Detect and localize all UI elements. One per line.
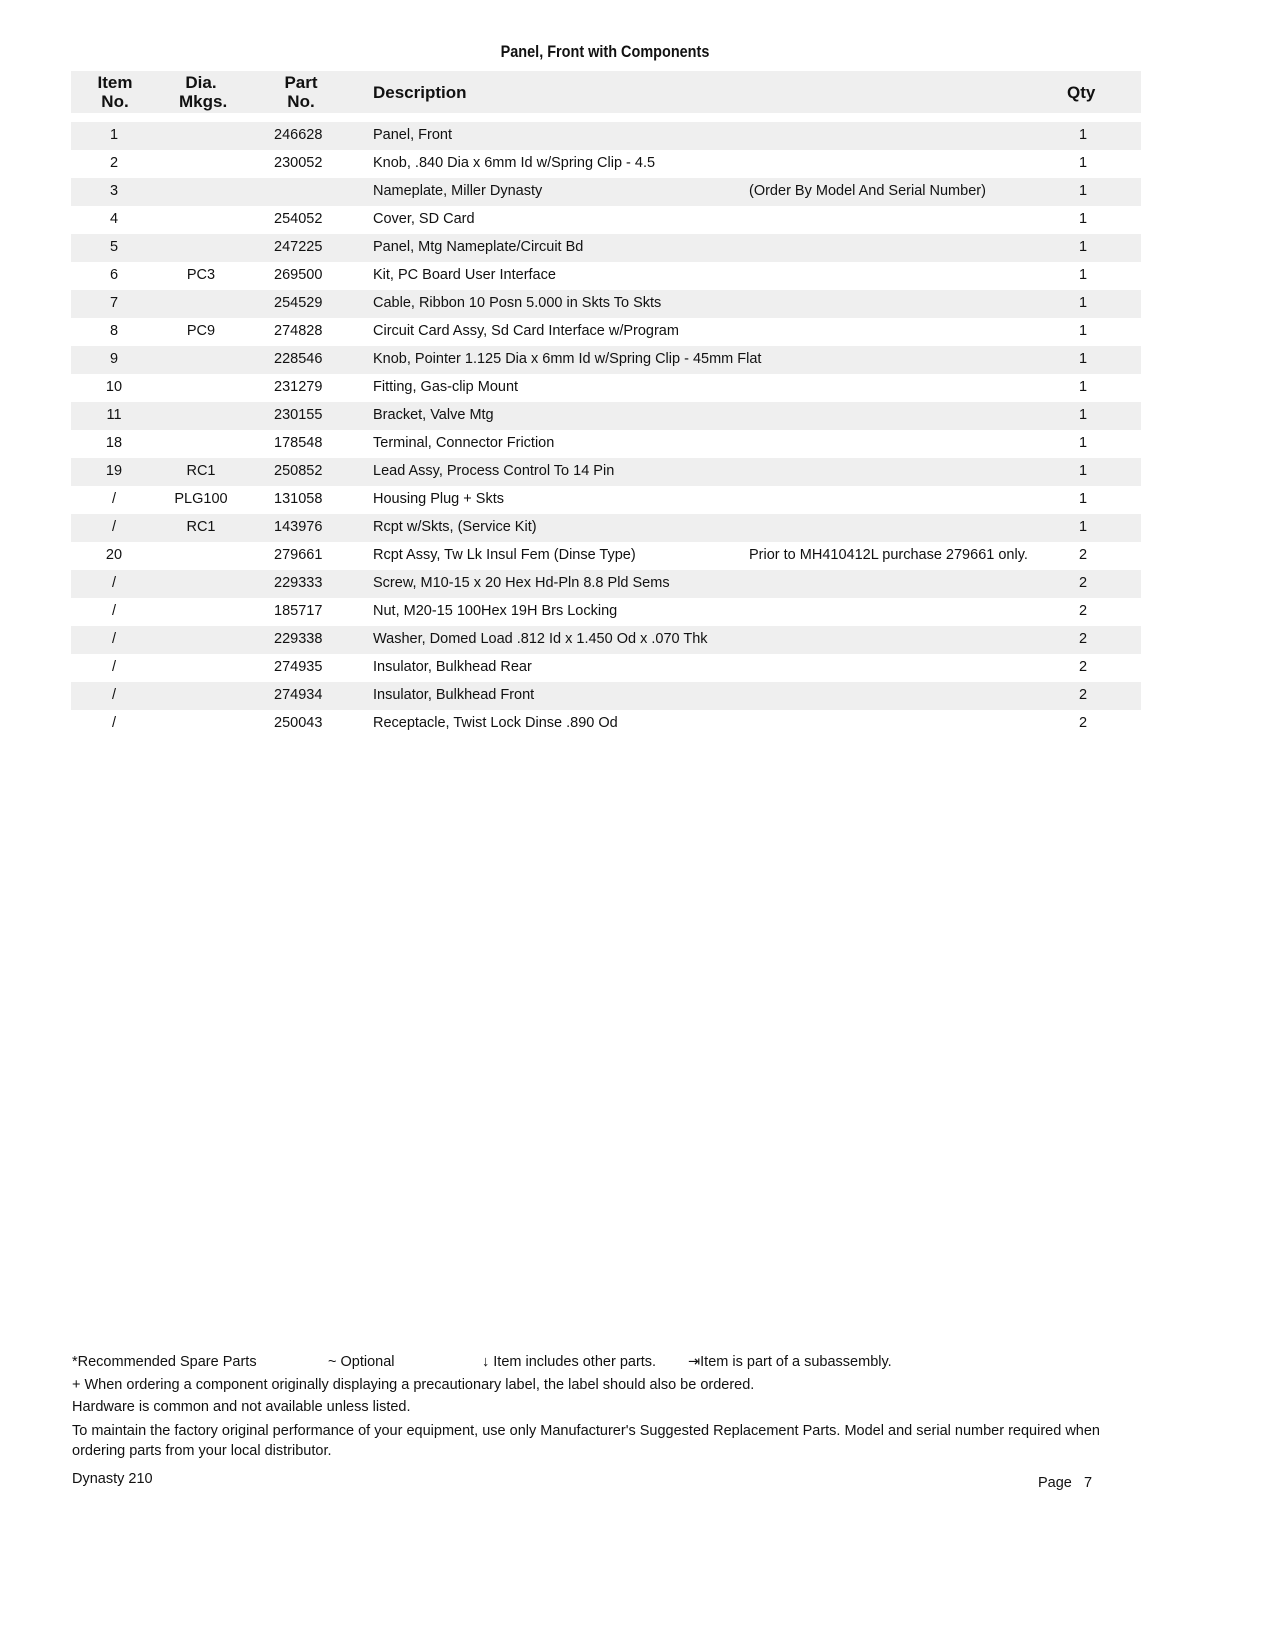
cell-qty: 1 [1079,407,1088,423]
cell-desc: Panel, Mtg Nameplate/Circuit Bd [373,239,584,255]
cell-item: 9 [109,351,119,367]
footer-model: Dynasty 210 [72,1471,153,1487]
note-genuine-parts: To maintain the factory original performance of your equipment, use only Manufacturer's Suggested Replacement Parts. Model and serial number required when ordering parts from your local distributor. [72,1423,1100,1459]
cell-item: / [111,687,117,703]
cell-desc: Receptacle, Twist Lock Dinse .890 Od [373,715,618,731]
note-label: + When ordering a component originally displaying a precautionary label, the label should also be ordered. [72,1377,755,1393]
cell-item: 1 [109,127,119,143]
cell-part: 254052 [274,211,323,227]
parts-table [71,122,1141,738]
page-title: Panel, Front with Components [500,42,710,61]
cell-item: / [111,603,117,619]
table-row [71,654,1141,682]
cell-desc: Circuit Card Assy, Sd Card Interface w/Program [373,323,679,339]
cell-dia: PC3 [186,267,216,283]
cell-qty: 2 [1079,575,1088,591]
cell-item: 8 [109,323,119,339]
cell-dia: RC1 [186,519,216,535]
cell-item: 10 [105,379,123,395]
cell-part: 246628 [274,127,323,143]
cell-part: 250043 [274,715,323,731]
cell-qty: 1 [1079,323,1088,339]
table-row [71,458,1141,486]
header-part: Part No. [284,73,318,111]
cell-desc: Housing Plug + Skts [373,491,504,507]
cell-qty: 2 [1079,547,1088,563]
cell-part: 185717 [274,603,323,619]
cell-desc: Rcpt w/Skts, (Service Kit) [373,519,537,535]
cell-item: / [111,659,117,675]
cell-desc: Washer, Domed Load .812 Id x 1.450 Od x .070 Thk [373,631,708,647]
cell-part: 178548 [274,435,323,451]
cell-note: (Order By Model And Serial Number) [749,183,986,199]
legend-subassembly: ⇥Item is part of a subassembly. [688,1354,892,1370]
cell-qty: 1 [1079,463,1088,479]
cell-qty: 2 [1079,631,1088,647]
cell-desc: Nut, M20-15 100Hex 19H Brs Locking [373,603,618,619]
table-row [71,570,1141,598]
cell-qty: 1 [1079,239,1088,255]
cell-qty: 2 [1079,603,1088,619]
cell-note: Prior to MH410412L purchase 279661 only. [749,547,1028,563]
cell-desc: Cable, Ribbon 10 Posn 5.000 in Skts To Skts [373,295,662,311]
cell-qty: 1 [1079,183,1088,199]
table-row [71,514,1141,542]
cell-part: 250852 [274,463,323,479]
cell-dia: PLG100 [174,491,228,507]
table-row [71,430,1141,458]
cell-item: 19 [105,463,123,479]
cell-desc: Knob, Pointer 1.125 Dia x 6mm Id w/Spring Clip - 45mm Flat [373,351,762,367]
table-row [71,374,1141,402]
cell-item: 6 [109,267,119,283]
cell-item: 18 [105,435,123,451]
cell-item: 7 [109,295,119,311]
footer-page: Page 7 [1038,1475,1093,1491]
cell-item: 5 [109,239,119,255]
cell-qty: 1 [1079,519,1088,535]
cell-part: 279661 [274,547,323,563]
cell-desc: Terminal, Connector Friction [373,435,555,451]
cell-desc: Knob, .840 Dia x 6mm Id w/Spring Clip - 4.5 [373,155,656,171]
cell-qty: 2 [1079,659,1088,675]
cell-qty: 2 [1079,715,1088,731]
cell-desc: Insulator, Bulkhead Rear [373,659,532,675]
cell-part: 274828 [274,323,323,339]
cell-qty: 1 [1079,435,1088,451]
cell-part: 247225 [274,239,323,255]
cell-qty: 1 [1079,295,1088,311]
table-row [71,234,1141,262]
cell-dia: PC9 [186,323,216,339]
cell-dia: RC1 [186,463,216,479]
cell-item: / [111,519,117,535]
cell-desc: Cover, SD Card [373,211,475,227]
cell-item: / [111,631,117,647]
cell-qty: 1 [1079,379,1088,395]
table-row [71,122,1141,150]
legend-optional: ~ Optional [328,1354,395,1370]
cell-part: 274935 [274,659,323,675]
cell-item: 3 [109,183,119,199]
cell-item: 2 [109,155,119,171]
table-header [71,71,1141,113]
cell-part: 229338 [274,631,323,647]
legend-spare: *Recommended Spare Parts [72,1354,257,1370]
cell-desc: Insulator, Bulkhead Front [373,687,535,703]
table-row [71,710,1141,738]
table-row [71,682,1141,710]
cell-part: 230052 [274,155,323,171]
table-row [71,486,1141,514]
cell-qty: 1 [1079,211,1088,227]
table-row [71,598,1141,626]
table-row [71,402,1141,430]
cell-desc: Bracket, Valve Mtg [373,407,494,423]
cell-part: 274934 [274,687,323,703]
cell-qty: 2 [1079,687,1088,703]
cell-qty: 1 [1079,267,1088,283]
cell-part: 143976 [274,519,323,535]
cell-item: 4 [109,211,119,227]
table-row [71,206,1141,234]
cell-item: / [111,575,117,591]
cell-item: 20 [105,547,123,563]
header-qty: Qty [1067,83,1096,102]
cell-part: 254529 [274,295,323,311]
cell-item: 11 [106,407,122,423]
cell-part: 228546 [274,351,323,367]
cell-desc: Panel, Front [373,127,452,143]
table-row [71,318,1141,346]
table-row [71,290,1141,318]
cell-part: 230155 [274,407,323,423]
cell-qty: 1 [1079,351,1088,367]
header-dia: Dia. Mkgs. [179,73,228,111]
cell-desc: Fitting, Gas-clip Mount [373,379,519,395]
cell-qty: 1 [1079,491,1088,507]
cell-desc: Rcpt Assy, Tw Lk Insul Fem (Dinse Type) [373,547,636,563]
cell-desc: Nameplate, Miller Dynasty [373,183,543,199]
table-row [71,626,1141,654]
cell-part: 229333 [274,575,323,591]
table-row [71,150,1141,178]
header-description: Description [373,83,467,102]
cell-part: 131058 [274,491,323,507]
cell-desc: Screw, M10-15 x 20 Hex Hd-Pln 8.8 Pld Sems [373,575,670,591]
cell-item: / [111,715,117,731]
cell-item: / [111,491,117,507]
note-hardware: Hardware is common and not available unless listed. [72,1399,411,1415]
cell-qty: 1 [1079,155,1088,171]
cell-desc: Kit, PC Board User Interface [373,267,556,283]
cell-part: 231279 [274,379,323,395]
table-row [71,178,1141,206]
cell-qty: 1 [1079,127,1088,143]
legend [72,1354,1172,1370]
cell-desc: Lead Assy, Process Control To 14 Pin [373,463,615,479]
header-item: Item No. [97,73,133,111]
table-row [71,346,1141,374]
cell-part: 269500 [274,267,323,283]
table-row [71,262,1141,290]
table-row [71,542,1141,570]
legend-includes: ↓ Item includes other parts. [482,1354,657,1370]
